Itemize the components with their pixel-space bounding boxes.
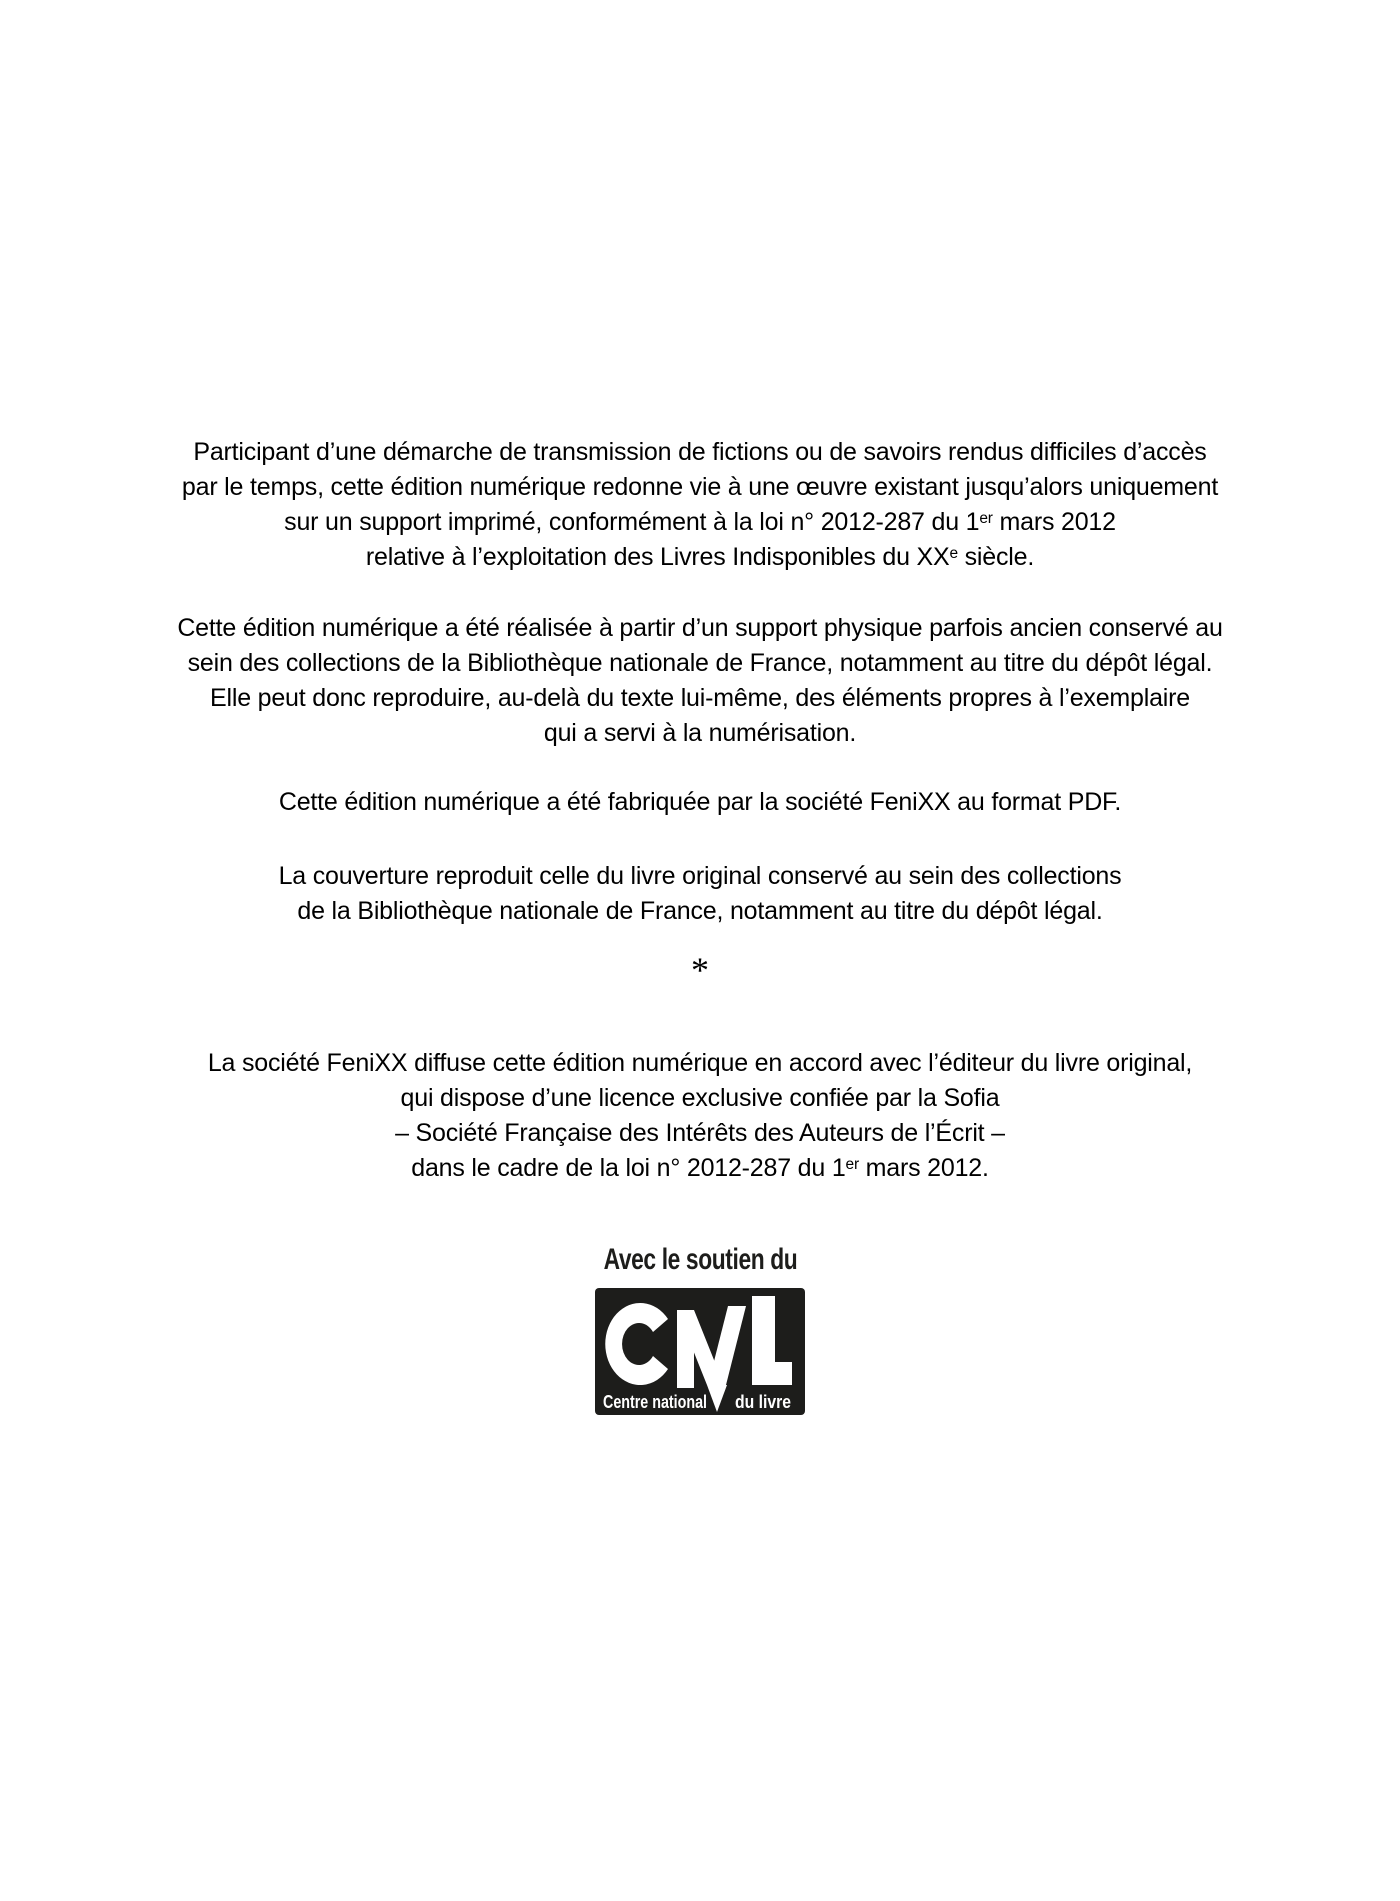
text-line: La société FeniXX diffuse cette édition numérique en accord avec l’éditeur du livre original,	[207, 1049, 1193, 1077]
cnl-caption-right: du livre	[735, 1392, 791, 1412]
text-line: Participant d’une démarche de transmission de fictions ou de savoirs rendus difficiles d’accès	[193, 438, 1207, 466]
cnl-logo	[595, 1288, 805, 1415]
text-line: Elle peut donc reproduire, au-delà du texte lui-même, des éléments propres à l’exemplaire	[210, 684, 1190, 712]
text-line: Cette édition numérique a été fabriquée par la société FeniXX au format PDF.	[278, 788, 1122, 816]
paragraph-cover-notice	[100, 859, 1300, 929]
cnl-caption-left: Centre national	[603, 1392, 707, 1412]
text-segment: mars 2012.	[858, 1154, 989, 1182]
text-segment: sur un support imprimé, conformément à la loi n° 2012-287 du 1	[284, 508, 980, 536]
superscript: er	[845, 1156, 859, 1174]
text-line: qui dispose d’une licence exclusive confiée par la Sofia	[400, 1084, 1000, 1112]
text-line: – Société Française des Intérêts des Auteurs de l’Écrit –	[395, 1119, 1005, 1147]
paragraph-legal-notice	[100, 435, 1300, 575]
text-segment: dans le cadre de la loi n° 2012-287 du 1	[411, 1154, 846, 1182]
text-segment: mars 2012	[992, 508, 1116, 536]
superscript: er	[979, 510, 993, 528]
text-line: Cette édition numérique a été réalisée à partir d’un support physique parfois ancien conservé au	[177, 614, 1223, 642]
text-line	[100, 505, 1300, 540]
text-segment: siècle.	[957, 543, 1035, 571]
text-line: sein des collections de la Bibliothèque nationale de France, notamment au titre du dépôt légal.	[187, 649, 1213, 677]
logo-support-text: Avec le soutien du	[603, 1243, 797, 1276]
text-line	[100, 540, 1300, 575]
asterisk-separator: *	[691, 950, 709, 990]
logo-support-line	[100, 1243, 1300, 1277]
paragraph-fabrication-notice	[100, 785, 1300, 820]
text-line	[100, 1151, 1300, 1186]
superscript: e	[949, 545, 958, 563]
paragraph-source-notice	[100, 611, 1300, 751]
paragraph-diffusion-notice	[100, 1046, 1300, 1186]
text-line: par le temps, cette édition numérique redonne vie à une œuvre existant jusqu’alors uniquement	[181, 473, 1219, 501]
text-segment: relative à l’exploitation des Livres Indisponibles du XX	[365, 543, 950, 571]
text-line: La couverture reproduit celle du livre original conservé au sein des collections	[278, 862, 1122, 890]
text-line: de la Bibliothèque nationale de France, notamment au titre du dépôt légal.	[297, 897, 1103, 925]
text-line: qui a servi à la numérisation.	[543, 719, 857, 747]
